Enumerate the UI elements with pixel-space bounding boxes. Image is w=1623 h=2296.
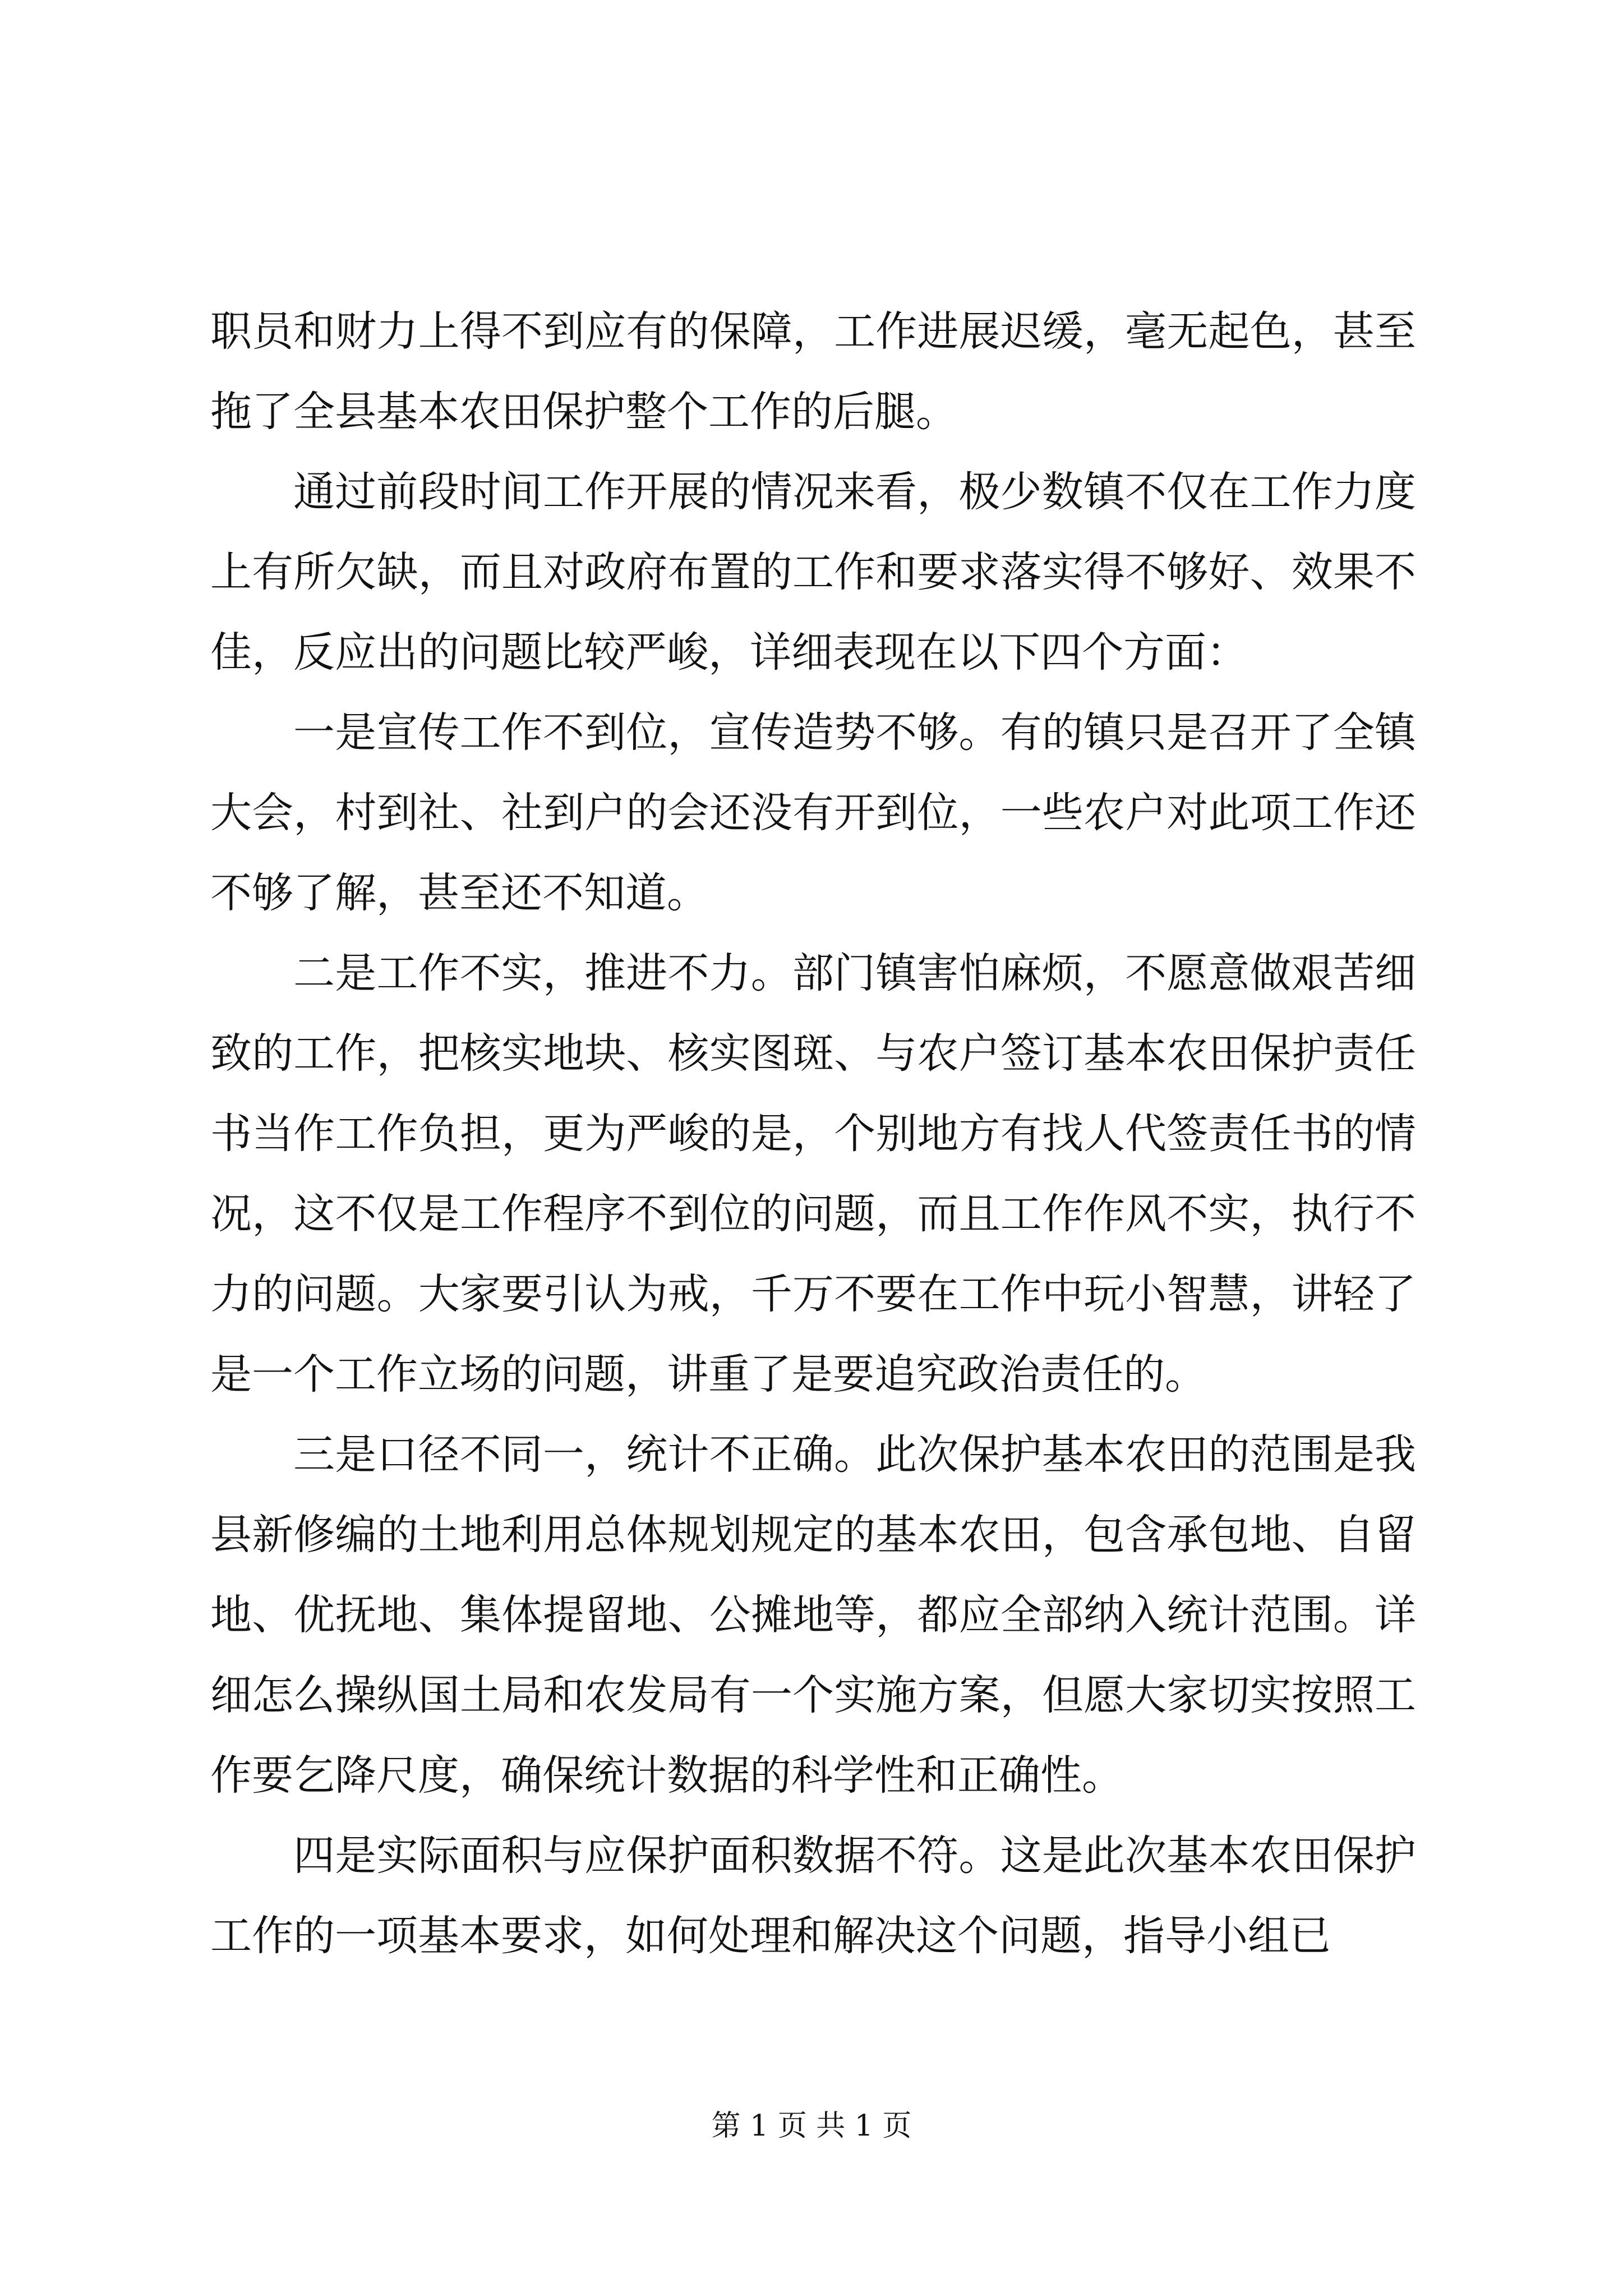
page-number-footer: 第 1 页 共 1 页: [711, 2109, 912, 2143]
paragraph-point-one: 一是宣传工作不到位，宣传造势不够。有的镇只是召开了全镇大会，村到社、社到户的会还没有开到位，一些农户对此项工作还不够了解，甚至还不知道。: [210, 708, 1416, 917]
document-body: [210, 292, 1416, 1976]
paragraph-point-two: 二是工作不实，推进不力。部门镇害怕麻烦，不愿意做艰苦细致的工作，把核实地块、核实图斑、与农户签订基本农田保护责任书当作工作负担，更为严峻的是，个别地方有找人代签责任书的情况，这不仅是工作程序不到位的问题，而且工作作风不实，执行不力的问题。大家要引认为戒，千万不要在工作中玩小智慧，讲轻了是一个工作立场的问题，讲重了是要追究政治责任的。: [210, 949, 1416, 1398]
paragraph-overview: 通过前段时间工作开展的情况来看，极少数镇不仅在工作力度上有所欠缺，而且对政府布置的工作和要求落实得不够好、效果不佳，反应出的问题比较严峻，详细表现在以下四个方面：: [210, 468, 1416, 677]
paragraph-continued: 职员和财力上得不到应有的保障，工作进展迟缓，毫无起色，甚至拖了全县基本农田保护整个工作的后腿。: [210, 307, 1416, 436]
paragraph-point-four: 四是实际面积与应保护面积数据不符。这是此次基本农田保护工作的一项基本要求，如何处理和解决这个问题，指导小组已: [210, 1832, 1416, 1960]
paragraph-point-three: 三是口径不同一，统计不正确。此次保护基本农田的范围是我县新修编的土地利用总体规划规定的基本农田，包含承包地、自留地、优抚地、集体提留地、公摊地等，都应全部纳入统计范围。详细怎么操纵国土局和农发局有一个实施方案，但愿大家切实按照工作要乞降尺度，确保统计数据的科学性和正确性。: [210, 1430, 1416, 1800]
